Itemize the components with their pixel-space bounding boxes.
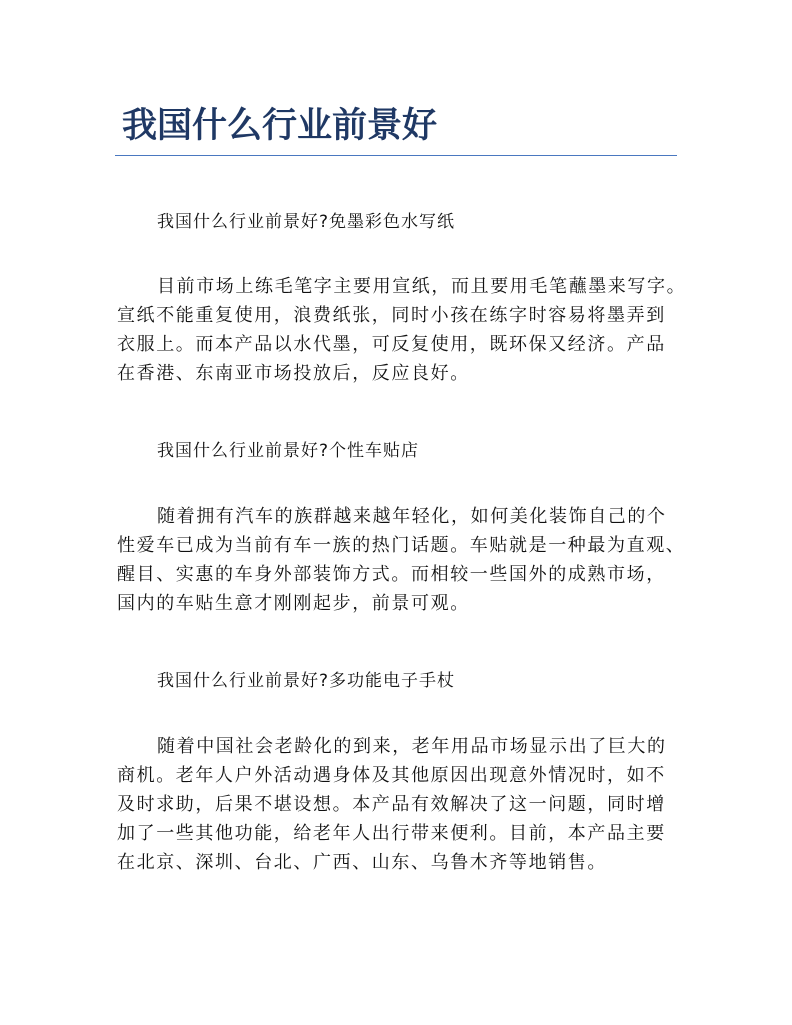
- section-heading: 我国什么行业前景好?免墨彩色水写纸: [157, 212, 456, 232]
- paragraph-line: 商机。老年人户外活动遇身体及其他原因出现意外情况时，如不: [117, 765, 666, 786]
- section-paragraph: [117, 502, 686, 618]
- paragraph-line: 随着拥有汽车的族群越来越年轻化，如何美化装饰自己的个: [157, 506, 667, 527]
- section-paragraph: [117, 272, 687, 388]
- paragraph-line: 性爱车已成为当前有车一族的热门话题。车贴就是一种最为直观、: [117, 535, 686, 556]
- paragraph-line: 宣纸不能重复使用，浪费纸张，同时小孩在练字时容易将墨弄到: [117, 305, 666, 326]
- paragraph-line: 及时求助，后果不堪设想。本产品有效解决了这一问题，同时增: [117, 794, 666, 815]
- paragraph-line: 醒目、实惠的车身外部装饰方式。而相较一些国外的成熟市场，: [117, 564, 666, 585]
- paragraph-line: 在北京、深圳、台北、广西、山东、乌鲁木齐等地销售。: [117, 852, 607, 873]
- paragraph-line: 国内的车贴生意才刚刚起步，前景可观。: [117, 593, 470, 614]
- title-divider: [115, 155, 677, 156]
- section-heading: 我国什么行业前景好?个性车贴店: [157, 441, 420, 461]
- paragraph-line: 加了一些其他功能，给老年人出行带来便利。目前，本产品主要: [117, 823, 666, 844]
- paragraph-line: 目前市场上练毛笔字主要用宣纸，而且要用毛笔蘸墨来写字。: [157, 276, 687, 297]
- section-heading: 我国什么行业前景好?多功能电子手杖: [157, 671, 456, 691]
- paragraph-line: 衣服上。而本产品以水代墨，可反复使用，既环保又经济。产品: [117, 334, 666, 355]
- section-paragraph: [117, 732, 677, 877]
- page-title: 我国什么行业前景好: [122, 106, 438, 146]
- paragraph-line: 在香港、东南亚市场投放后，反应良好。: [117, 363, 470, 384]
- paragraph-line: 随着中国社会老龄化的到来，老年用品市场显示出了巨大的: [157, 736, 667, 757]
